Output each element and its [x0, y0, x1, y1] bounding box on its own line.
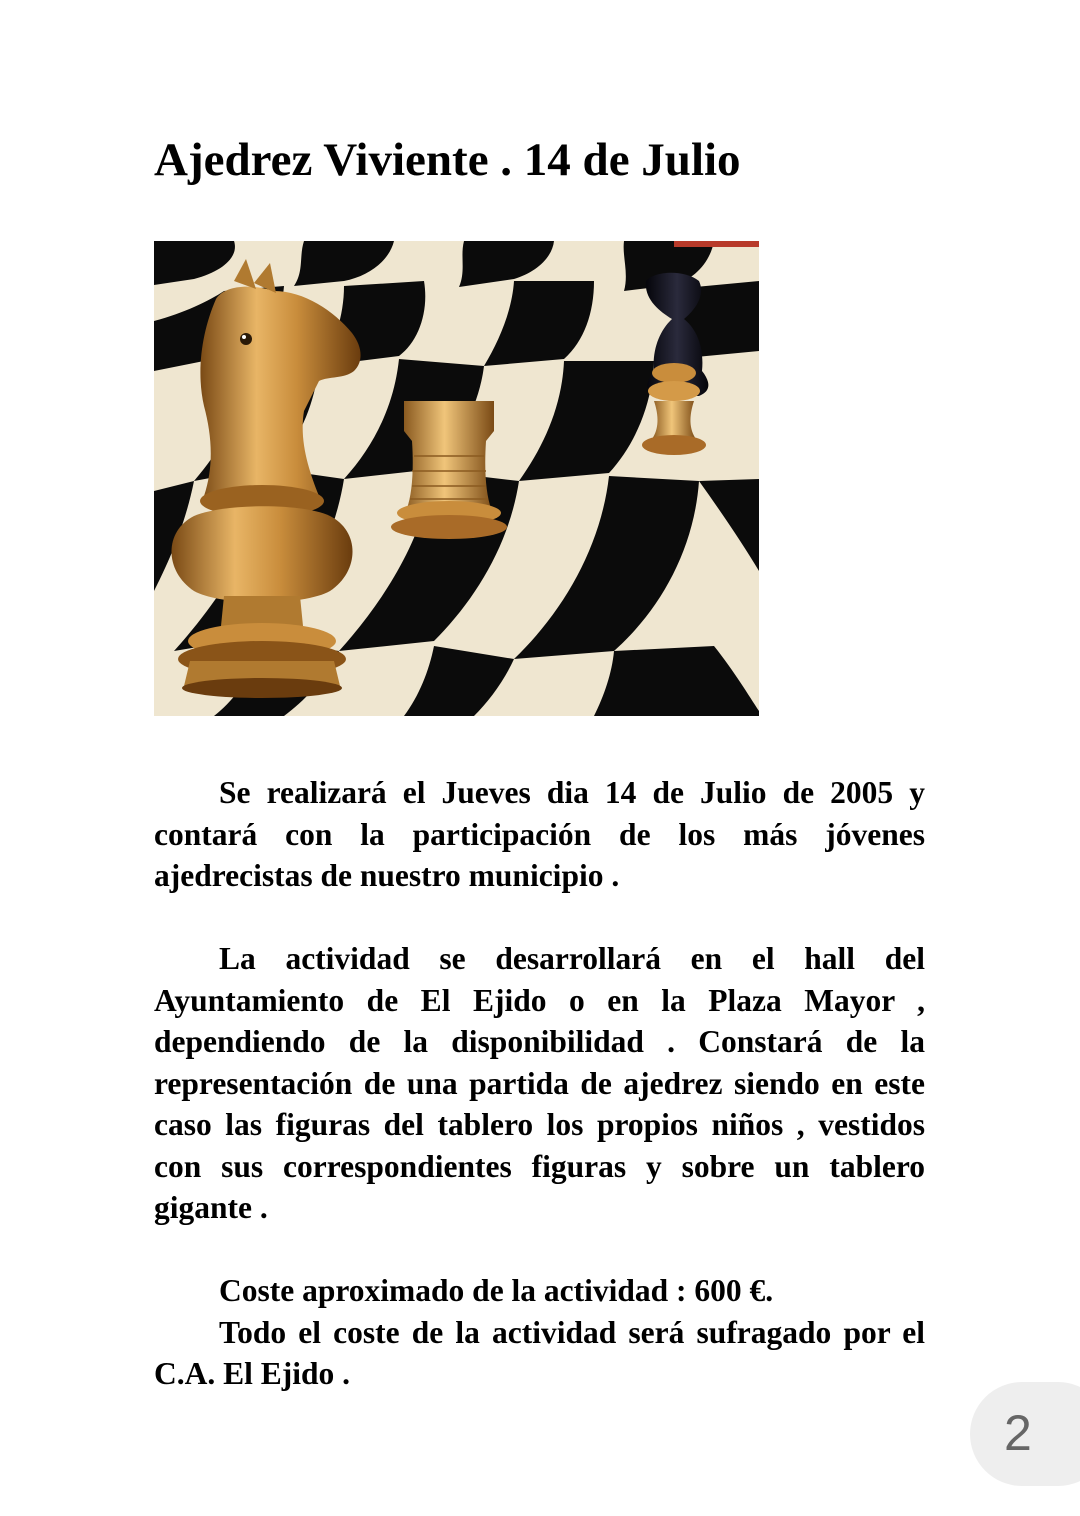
page-title: Ajedrez Viviente . 14 de Julio	[154, 134, 741, 186]
paragraph-funding: Todo el coste de la actividad será sufragado por el C.A. El Ejido .	[154, 1314, 925, 1391]
chess-photo	[154, 241, 759, 716]
body-text	[154, 772, 925, 1395]
paragraph-cost: Coste aproximado de la actividad : 600 €.	[219, 1273, 774, 1308]
paragraph-activity: La actividad se desarrollará en el hall del Ayuntamiento de El Ejido o en la Plaza Mayor , dependiendo de la disponibilidad . Constará de la representación de una partida de ajedrez siendo en este caso las figuras del tablero los propios niños , vestidos con sus correspondientes figuras y sobre un tablero gigante .	[154, 941, 925, 1225]
page-number: 2	[1004, 1405, 1032, 1461]
paragraph-date: Se realizará el Jueves dia 14 de Julio de 2005 y contará con la participación de los más jóvenes ajedrecistas de nuestro municipio .	[154, 775, 925, 893]
